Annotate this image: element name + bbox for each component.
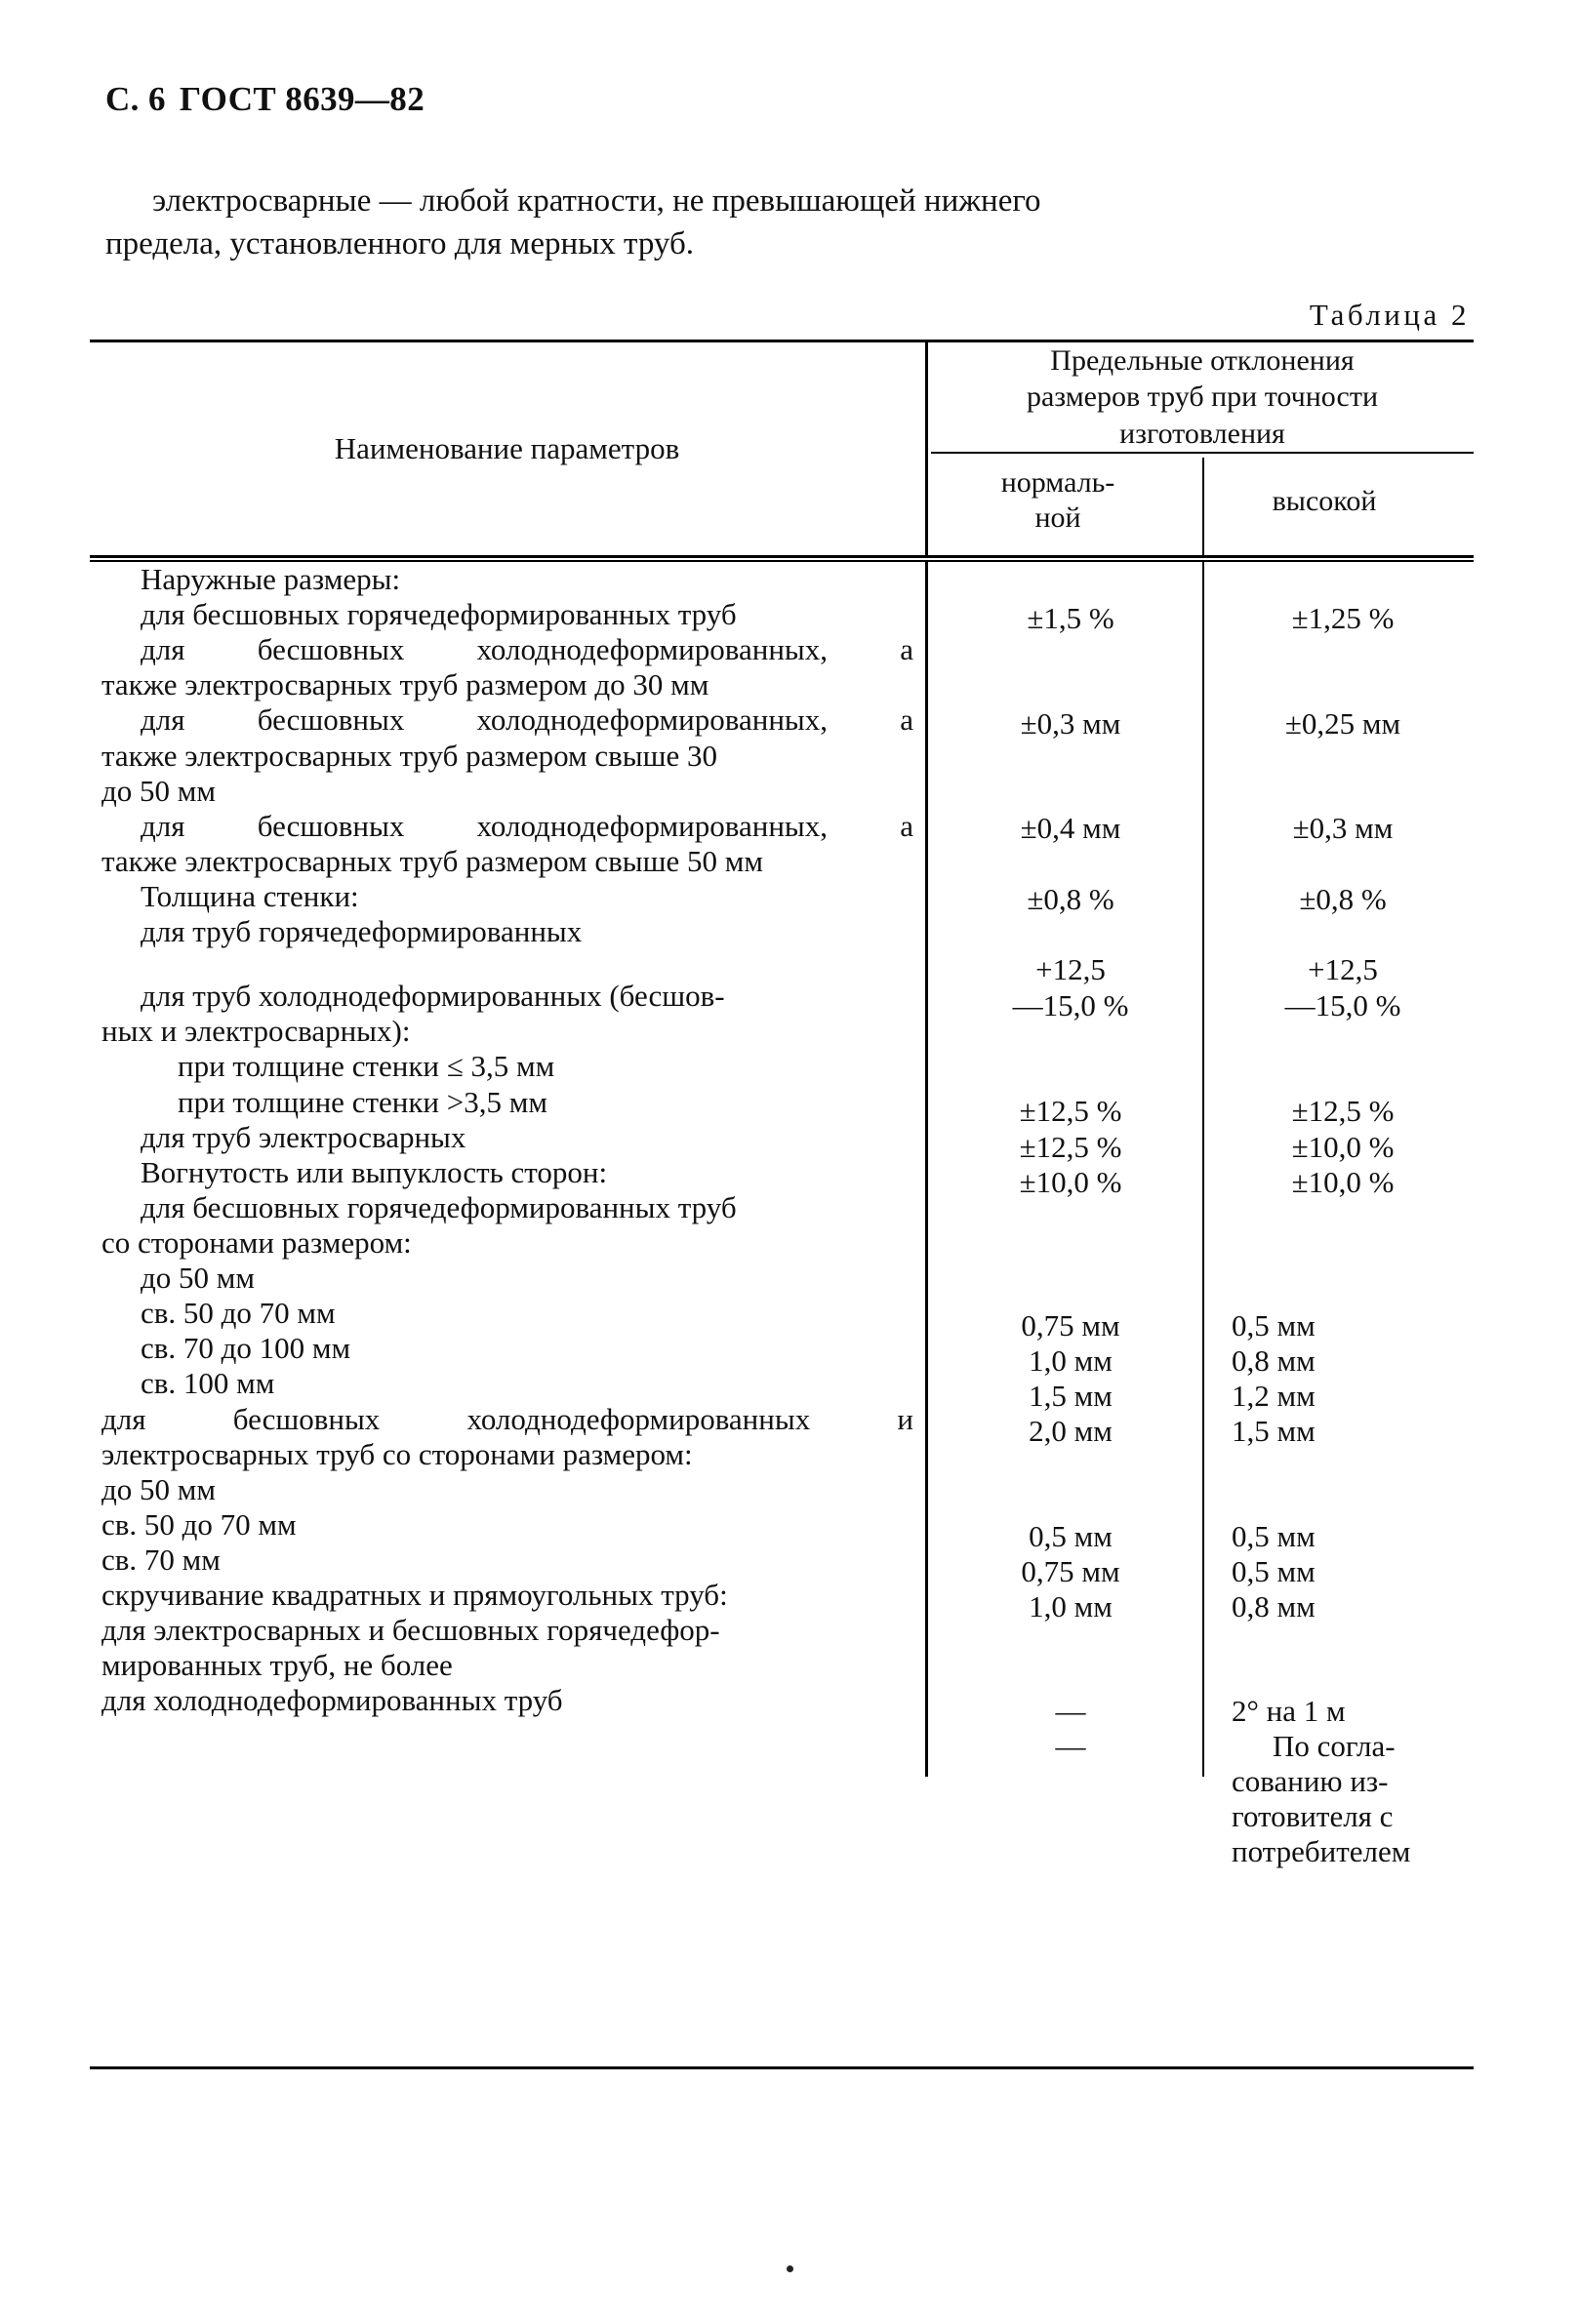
value-high: 0,8 мм: [1232, 1589, 1316, 1623]
param-row: мированных труб, не более: [101, 1648, 453, 1683]
value-high: ±10,0 %: [1291, 1165, 1395, 1199]
header-normal-line-2: ной: [1034, 501, 1081, 534]
value-normal: ±12,5 %: [1019, 1130, 1122, 1164]
value-normal: —15,0 %: [1012, 988, 1129, 1022]
param-row: для электросварных и бесшовных горячедефор-: [101, 1613, 720, 1648]
value-normal: ±10,0 %: [1019, 1165, 1122, 1199]
param-row: Толщина стенки:: [141, 878, 359, 913]
param-row: св. 50 до 70 мм: [101, 1506, 297, 1542]
param-row: ных и электросварных):: [101, 1014, 411, 1049]
intro-line-1: электросварные — любой кратности, не превышающей нижнего: [152, 183, 1041, 219]
value-high: 0,8 мм: [1232, 1343, 1316, 1378]
value-high: 1,5 мм: [1232, 1414, 1316, 1448]
value-high: ±0,3 мм: [1292, 811, 1394, 845]
param-row: для бесшовных горячедеформированных труб: [141, 597, 737, 632]
table-header: [90, 342, 1474, 555]
value-high: По согла-: [1273, 1729, 1396, 1763]
header-normal-line-1: нормаль-: [1000, 466, 1115, 499]
param-row: для бесшовных холоднодеформированных, а: [141, 632, 913, 667]
parameter-list: [101, 562, 913, 1719]
value-high: 0,5 мм: [1232, 1519, 1316, 1553]
page-number: С. 6: [105, 80, 166, 118]
value-normal: ±0,8 %: [1027, 882, 1114, 916]
param-row: также электросварных труб размером свыше 30: [101, 738, 717, 773]
value-high: ±10,0 %: [1291, 1130, 1395, 1164]
param-row: до 50 мм: [101, 773, 217, 808]
table-header-bottom-rule: [90, 555, 1474, 562]
value-normal: —: [1055, 1694, 1086, 1728]
header-group-line-1: Предельные отклонения: [1050, 344, 1355, 378]
header-vline-1: [925, 342, 928, 555]
body-vline-2: [1202, 562, 1204, 1777]
value-high: ±12,5 %: [1291, 1094, 1395, 1128]
value-high: 2° на 1 м: [1232, 1694, 1346, 1728]
value-normal: 1,5 мм: [1029, 1379, 1113, 1413]
param-row: скручивание квадратных и прямоугольных труб:: [101, 1578, 728, 1613]
value-normal: 0,5 мм: [1029, 1519, 1113, 1553]
intro-paragraph: [105, 180, 1467, 265]
value-high: —15,0 %: [1284, 988, 1401, 1022]
header-cell-parameter: Наименование параметров: [334, 431, 680, 465]
header-cell-normal: [931, 458, 1185, 536]
value-high: готовителя с: [1232, 1799, 1394, 1833]
param-row: при толщине стенки ≤ 3,5 мм: [178, 1049, 555, 1084]
param-row: при толщине стенки >3,5 мм: [178, 1084, 547, 1119]
param-row: для холоднодеформированных труб: [101, 1683, 563, 1718]
value-high: ±0,25 мм: [1284, 706, 1401, 741]
value-normal: 0,75 мм: [1021, 1554, 1120, 1588]
param-row: для труб горячедеформированных: [141, 914, 583, 949]
value-high: +12,5: [1308, 952, 1378, 986]
value-normal: ±12,5 %: [1019, 1094, 1122, 1128]
param-row: до 50 мм: [141, 1261, 256, 1296]
page-footer-dot: [787, 2265, 793, 2272]
value-normal: ±1,5 %: [1027, 601, 1114, 635]
value-normal: 2,0 мм: [1029, 1414, 1113, 1448]
value-high: 1,2 мм: [1232, 1379, 1316, 1413]
param-row: св. 70 до 100 мм: [141, 1331, 351, 1366]
param-row: Наружные размеры:: [141, 562, 401, 596]
body-vline-1: [925, 562, 928, 1777]
table-caption: Таблица 2: [1309, 298, 1470, 332]
value-normal: +12,5: [1035, 952, 1106, 986]
value-normal: 0,75 мм: [1021, 1308, 1120, 1342]
header-group-line-2: размеров труб при точности: [1026, 381, 1379, 414]
param-row: для труб электросварных: [141, 1119, 466, 1154]
value-high: ±0,8 %: [1299, 882, 1387, 916]
value-high: потребителем: [1232, 1834, 1411, 1868]
table-bottom-rule: [90, 2066, 1474, 2069]
param-row: также электросварных труб размером свыше 50 мм: [101, 843, 763, 878]
value-high: ±1,25 %: [1291, 601, 1395, 635]
value-normal: 1,0 мм: [1029, 1343, 1113, 1378]
param-row: для бесшовных холоднодеформированных и: [101, 1401, 913, 1436]
param-spacer: [101, 949, 913, 979]
value-normal: 1,0 мм: [1029, 1589, 1113, 1623]
value-normal: ±0,3 мм: [1020, 706, 1121, 741]
intro-line-2: предела, установленного для мерных труб.: [105, 225, 695, 261]
header-group-line-3: изготовления: [1119, 417, 1285, 450]
value-high: сованию из-: [1232, 1764, 1389, 1798]
value-normal: —: [1055, 1729, 1086, 1763]
standard-designation: ГОСТ 8639—82: [179, 80, 425, 118]
table-body: [90, 562, 1474, 1868]
value-high: 0,5 мм: [1232, 1308, 1316, 1342]
page-header: [105, 80, 425, 119]
param-row: до 50 мм: [101, 1471, 217, 1506]
value-high: 0,5 мм: [1232, 1554, 1316, 1588]
param-row: св. 100 мм: [141, 1366, 275, 1401]
param-row: для бесшовных холоднодеформированных, а: [141, 702, 913, 738]
param-row: для бесшовных горячедеформированных труб: [141, 1189, 737, 1224]
header-cell-deviation-group: [931, 342, 1474, 452]
param-row: также электросварных труб размером до 30 мм: [101, 667, 709, 702]
param-row: св. 70 мм: [101, 1542, 221, 1577]
param-row: Вогнутость или выпуклость сторон:: [141, 1154, 608, 1189]
param-row: св. 50 до 70 мм: [141, 1296, 336, 1331]
param-row: для труб холоднодеформированных (бесшов-: [141, 979, 725, 1014]
param-row: для бесшовных холоднодеформированных, а: [141, 808, 913, 843]
table-2: [90, 340, 1474, 1868]
param-row: электросварных труб со сторонами размером:: [101, 1436, 693, 1471]
header-vline-2: [1202, 458, 1204, 555]
param-row: со сторонами размером:: [101, 1224, 412, 1260]
header-cell-high: высокой: [1272, 485, 1377, 517]
value-normal: ±0,4 мм: [1020, 811, 1121, 845]
header-group-divider: [931, 452, 1474, 454]
